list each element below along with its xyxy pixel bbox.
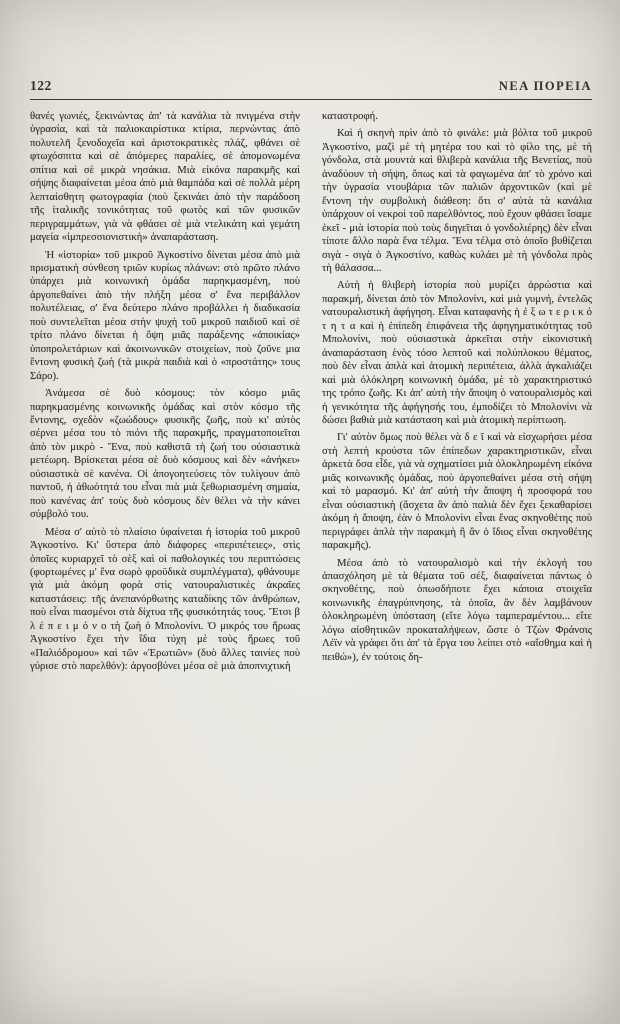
paragraph: Γι' αὐτὸν ὅμως ποὺ θέλει νὰ δ ε ῖ καὶ νὰ εἰσχωρήσει μέσα στὴ λεπτὴ κρούστα τῶν ἐπίπεδων χαρακτηριστικῶν, εἶναι ἀρκετὰ ὅσα εἶδε, γιὰ νὰ σχηματίσει μιὰ ὁλοκληρωμένη εἰκόνα μιᾶς κοινωνικῆς ὁμάδας, ποὺ ἀργοπεθαίνει μέσα στὴ σήψη καὶ τὸ μαρασμό. Κι' ἀπ' αὐτὴ τὴν ἄποψη ἡ προσφορά του εἶναι οὐσιαστικὴ (ἄσχετα ἂν ἀπὸ παλιὰ δὲν ἔχει ξεκαθαρίσει ἀκόμη ἡ ἄποψη, ἐὰν ὁ Μπολονίνι εἶναι ἕνας σκηνοθέτης ποὺ περιγράφει ἁπλὰ τὴν παρακμὴ ἢ ἂν ὁ ἴδιος εἶναι σκηνοθέτης παρακμῆς). bbox=[322, 431, 592, 552]
left-column bbox=[30, 110, 300, 678]
article-body bbox=[30, 110, 592, 678]
header-rule bbox=[30, 99, 592, 100]
paragraph: Ἡ «ἱστορία» τοῦ μικροῦ Ἀγκοστίνο δίνεται μέσα ἀπὸ μιὰ πρισματικὴ σύνθεση τριῶν κυρίως πλάνων: στὸ πρῶτο πλάνο ὑπάρχει μιὰ κοινωνικὴ ὁμάδα παρηκμασμένη, ποὺ ἀργοπεθαίνει ἀπὸ τὴν πλήξη μέσα σ' ἕνα περιβάλλον πολυτέλειας, σ' ἕνα δεύτερο πλάνο προβάλλει ἡ διαδικασία ποὺ συντελεῖται μέσα στὴν ψυχὴ τοῦ μικροῦ παιδιοῦ καὶ σὲ τρίτο πλάνο δίνεται ἡ ὄψη μιᾶς παράξενης «ἀποικίας» ὑποπρολετάριων καὶ ἀκοινωνικῶν στοιχείων, ποὺ ζοῦνε μια ἔντονη φυσικὴ ζωὴ (τὰ μικρὰ παιδιὰ καὶ ὁ «προστάτης» τους Σάρο). bbox=[30, 248, 300, 382]
paragraph: θανές γωνιές, ξεκινώντας ἀπ' τὰ κανάλια τὰ πνιγμένα στὴν ὑγρασία, καὶ τὰ παλιοκαιρίστικα κτίρια, περνώντας ἀπὸ πολυτελῆ ξενοδοχεῖα καὶ ἀριστοκρατικὲς πλάζ, φθάνει σὲ φτωχόσπιτα καὶ σὲ ἀπόμερες παραλίες, σὲ ἀπομονωμένα σπίτια καὶ σὲ μικρὰ νησάκια. Μιὰ εἰκόνα παρακμῆς καὶ σήψης διαφαίνεται μέσα ἀπὸ μιὰ θαμπάδα καὶ σὲ πολλὰ μέρη λεπταίσθητη φωτογραφία (ποὺ ξεκινάει ἀπὸ τὴν παράδοση τῆς ἰταλικῆς τονικότητας τοῦ φωτὸς καὶ τῶν φυσικῶν περιγραμμάτων, γιὰ νὰ φθάσει σὲ μιὰ ντελικάτη καὶ γεμάτη μαγεία «ἰμπρεσσιονιστικὴ» ἀναπαράσταση. bbox=[30, 110, 300, 244]
paragraph: καταστροφή. bbox=[322, 110, 378, 122]
page-header bbox=[30, 78, 592, 94]
paragraph: Ἀνάμεσα σὲ δυὸ κόσμους: τὸν κόσμο μιᾶς παρηκμασμένης κοινωνικῆς ὁμάδας καὶ στὸν κόσμο τῆς ἔντονης, σχεδὸν «ζωώδους» φυσικῆς ζωῆς, ποὺ κι' αὐτὸς σέρνει μέσα του τὸ πιόνι τῆς παρακμῆς, πραγματοποιεῖται ἀπὸ τὸν μικρὸ - Ἕνα, ποὺ καθιστᾶ τὴ ζωή του οὐσιαστικὰ μετέωρη. Βρίσκεται μέσα σὲ δυὸ κόσμους καὶ δὲν «ἀνήκει» οὐσιαστικὰ σὲ κανένα. Οἱ ἀπογοητεύσεις τὸν τυλίγουν ἀπὸ παντοῦ, ἡ ἀθωότητά του εἶναι πιὰ μιὰ ξεθωριασμένη σημαία, ποὺ κανένας ἀπ' τοὺς δυὸ κόσμους δὲν θέλει νὰ τὴν κάνει σύμβολό του. bbox=[30, 387, 300, 521]
paragraph: Αὐτὴ ἡ θλιβερὴ ἱστορία ποὺ μυρίζει ἀρρώστια καὶ παρακμή, δίνεται ἀπὸ τὸν Μπολονίνι, καὶ μιὰ γυμνή, ἐντελῶς νατουραλιστικὴ ἀφήγηση. Εἶναι καταφανὴς ἡ ἐ ξ ω τ ε ρ ι κ ό τ η τ α καὶ ἡ ἐπίπεδη ἐπιφάνεια τῆς ἀφηγηματικότητας τοῦ Μπολονίνι, ποὺ οὐσιαστικὰ ἀρκεῖται στὴν εἰκονιστικὴ ἀναπαράσταση ἑνὸς τόσο λεπτοῦ καὶ πολύπλοκου θέματος, ποὺ δὲν εἶναι ἁπλὰ καὶ ἀτομικὴ περιπέτεια, ἀλλὰ ἀγκαλιάζει καὶ μιὰ ὁλόκληρη κοινωνικὴ ὁμάδα, μὲ τὸ χαρακτηριστικό της τρόπο ζωῆς. Κι ἀπ' αὐτὴ τὴν ἄποψη ὁ νατουραλισμὸς καὶ ἡ γενικότητα τῆς ἀφήγησής του, ἐμποδίζει τὸ Μπολονίνι νὰ δώσει βαθιὰ μιὰ κατάσταση καὶ μιὰ ἀτομικὴ περίπτωση. bbox=[322, 279, 592, 426]
right-column bbox=[322, 110, 592, 678]
page-number: 122 bbox=[30, 78, 52, 93]
paragraph: Μέσα σ' αὐτὸ τὸ πλαίσιο ὑφαίνεται ἡ ἱστορία τοῦ μικροῦ Ἀγκοστίνο. Κι' ὕστερα ἀπὸ διάφορες «περιπέτειες», στὶς ὁποῖες κυριαρχεῖ τὸ σὲξ καὶ οἱ παθολογικές του περιπτώσεις (φορτωμένες μ' ἕνα σωρὸ φροϋδικὰ συμπλέγματα), φθάνουμε γιὰ μιὰ ἀκόμη φορὰ στὶς νατουραλιστικὲς ἀκραῖες καταστάσεις: τῆς ἀνεπανόρθωτης καταδίκης τῶν ἀνθρώπων, ποὺ εἶναι πιασμένοι στὰ δίχτυα τῆς φυσικότητάς τους. Ἔτσι β λ έ π ε ι μ ό ν ο τὴ ζωὴ ὁ Μπολονίνι. Ὁ μικρός του ἥρωας Ἀγκοστίνο ἔχει τὴν ἴδια τύχη μὲ τοὺς ἥρωες τοῦ «Παλιόδρομου» καὶ τῶν «Ἐρωτιῶν» (δυὸ ἄλλες ταινίες ποὺ γύρισε στὸ παρελθόν): ἀργοσβύνει μέσα σὲ μιὰ ἀποπνιχτικὴ bbox=[30, 525, 300, 673]
paragraph: Μέσα ἀπὸ τὸ νατουραλισμὸ καὶ τὴν ἐκλογή του ἀπασχόληση μὲ τὰ θέματα τοῦ σέξ, διαφαίνεται πάντως ὁ σκηνοθέτης, ποὺ ὁπωσδήποτε ἔχει κάποια στοιχεῖα κοινωνικῆς ἐπαγρύπνησης, τὰ ὁποῖα, ἂν δὲν λαμβάνουν ὁλοκληρωμένη ὑπόσταση (εἴτε λόγω ταμπεραμέντου... εἴτε λόγω αἰσθητικῶν προκαταλήψεων, ὥστε ὁ Τζὼν Φράνσις Λέϊν νὰ γράφει ὅτι ἀπ' τὰ ἔργα του λείπει στὸ «αἴσθημα καὶ ἡ πειθώ»), ἐν τούτοις δη- bbox=[322, 556, 592, 663]
paragraph: Καὶ ἡ σκηνὴ πρὶν ἀπὸ τὸ φινάλε: μιὰ βόλτα τοῦ μικροῦ Ἀγκοστίνο, μαζὶ μὲ τὴ μητέρα του καὶ τὸ φίλο της, μὲ τὴ γόνδολα, στὰ μουντὰ καὶ θλιβερὰ κανάλια τῆς Βενετίας, ποὺ ἀναδύουν τὴ σήψη, ὅπως καὶ τὰ φαγωμένα ἀπ' τὸ χρόνο καὶ τὴν ὑγρασία ντουβάρια τῶν παλιῶν ἀρχοντικῶν (καὶ μὲ ἔντονη τὴν συμβολικὴ διάθεση: ὅτι σ' αὐτὰ τὰ κανάλια ὑπάρχουν οἱ νεκροὶ τοῦ παρελθόντος, ποὺ ἔχουν φθάσει ἴσαμε ἐκεῖ - μιὰ ἱστορία ποὺ τοὺς διηγεῖται ὁ γονδολιέρης) δὲν εἶναι τίποτε ἄλλο παρὰ ἕνα τέλμα. Ἕνα τέλμα στὸ ὁποῖο βυθίζεται σιγὰ - σιγὰ ὁ Ἀγκοστίνο, καθὼς κυλάει μὲ τὴ γόνδολα πρὸς τὴ θάλασσα... bbox=[322, 127, 592, 274]
journal-title: ΝΕΑ ΠΟΡΕΙΑ bbox=[498, 79, 592, 93]
